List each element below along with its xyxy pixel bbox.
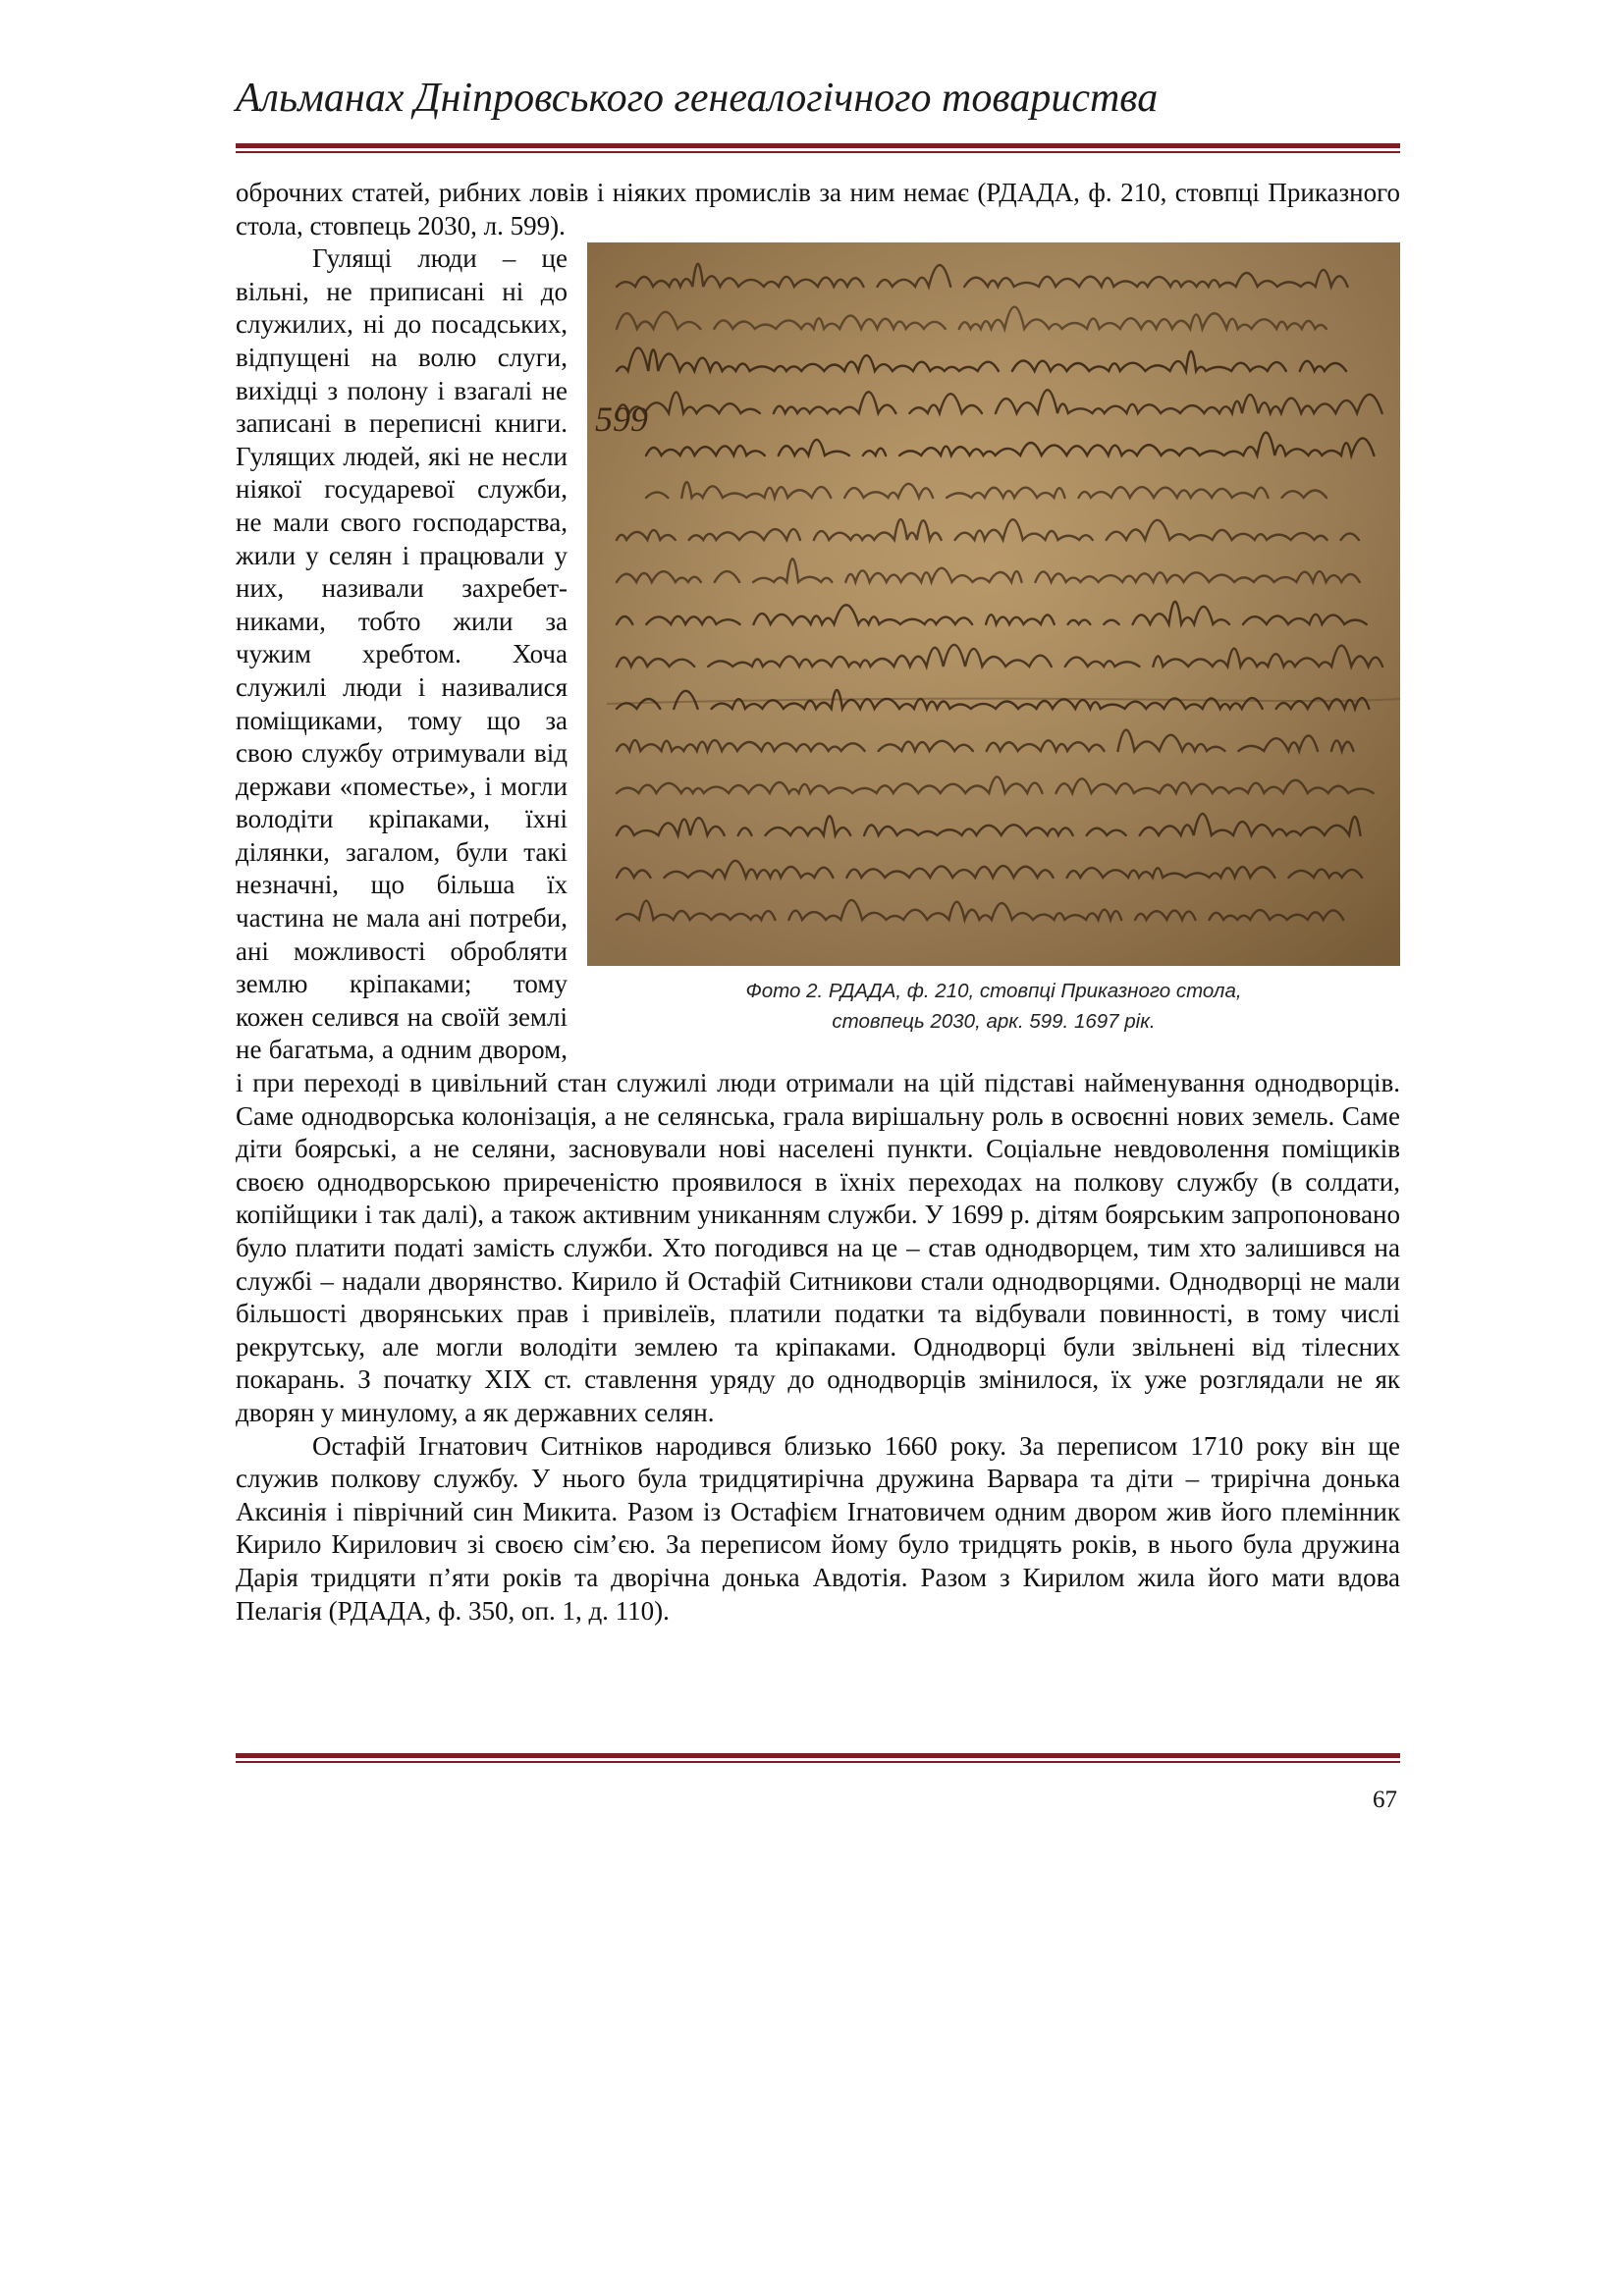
running-title: Альманах Дніпровського генеалогічного товариства bbox=[236, 76, 1159, 121]
header-rule-thick bbox=[236, 143, 1400, 148]
article-body bbox=[236, 177, 1400, 1628]
figure-photo-2 bbox=[587, 242, 1400, 1045]
footer-rule-thin bbox=[236, 1761, 1400, 1763]
manuscript-handwriting bbox=[587, 242, 1400, 966]
footer-rule-thick bbox=[236, 1753, 1400, 1758]
figure-caption bbox=[587, 976, 1400, 1037]
manuscript-photo bbox=[587, 242, 1400, 966]
paragraph-main: Гулящі люди – це вільні, не приписані ні до служилих, ні до посадських, відпущені на волю слуги, вихідці з полону і взагалі не записані в переписні книги. Гулящих людей, які не несли ніякої государевої служби, не мали свого господарства, жили у селян і працювали у них, називали захребетниками, тобто жили за чужим хребтом. Хоча служилі люди і називалися поміщиками, тому що за свою службу отримували від держави «поместье», і могли володіти кріпаками, їхні ділянки, загалом, були такі незначні, що більша їх частина не мала ані потреби, ані можливості обробляти землю кріпаками; тому кожен селився на своїй землі не багатьма, а одним двором, і при переході в цивільний стан служилі люди отримали на цій підставі найменування однодворців. Саме однодворська колонізація, а не селянська, грала вирішальну роль в освоєнні нових земель. Саме діти боярські, а не селяни, засновували нові населені пункти. Соціальне невдоволення поміщиків своєю однодворською приреченістю проявилося в їхніх переходах на полкову службу (в солдати, копійщики і так далі), а також активним униканням служби. У 1699 р. дітям боярським запропоновано було платити податі замість служби. Хто погодився на це – став однодворцем, тим хто залишився на службі – надали дворянство. Кирило й Остафій Ситникови стали однодворцями. Однодворці не мали більшості дворянських прав і привілеїв, платили податки та відбували повинності, в тому числі рекрутську, але могли володіти землею та кріпаками. Однодворці були звільнені від тілесних покарань. З початку XIX ст. ставлення уряду до однодворців змінилося, їх уже розглядали не як дворян у минулому, а як державних селян. bbox=[236, 243, 1400, 1427]
header-rule-thin bbox=[236, 151, 1400, 153]
margin-folio-number: 599 bbox=[595, 400, 648, 440]
caption-line-1: Фото 2. РДАДА, ф. 210, стовпці Приказного стола, bbox=[745, 980, 1242, 1003]
paragraph-intro: оброчних статей, рибних ловів і ніяких промислів за ним немає (РДАДА, ф. 210, стовпці Приказного стола, стовпець 2030, л. 599). bbox=[236, 178, 1400, 240]
paragraph-final: Остафій Ігнатович Ситніков народився близько 1660 року. За переписом 1710 року він ще служив полкову службу. У нього була тридцятирічна дружина Варвара та діти – трирічна донька Аксинія і піврічний син Микита. Разом із Остафієм Ігнатовичем одним двором жив його племінник Кирило Кирилович зі своєю сім’єю. За переписом йому було тридцять років, в нього була дружина Дарія тридцяти п’яти років та дворічна донька Авдотія. Разом з Кирилом жила його мати вдова Пелагія (РДАДА, ф. 350, оп. 1, д. 110). bbox=[236, 1430, 1400, 1626]
caption-line-2: стовпець 2030, арк. 599. 1697 рік. bbox=[832, 1010, 1156, 1034]
page-number: 67 bbox=[1373, 1787, 1397, 1813]
